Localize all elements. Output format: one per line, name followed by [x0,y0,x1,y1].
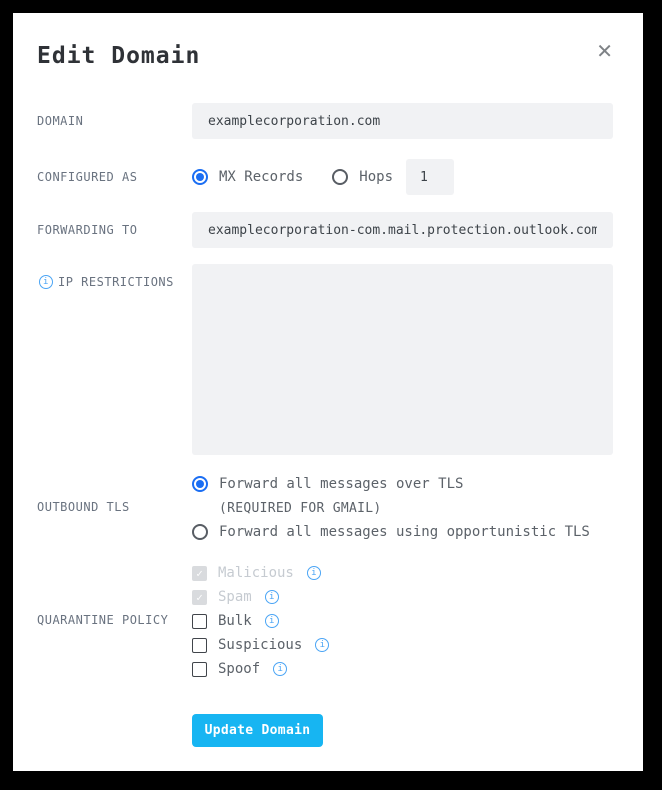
actions-row [37,698,613,747]
actions-wrap [192,698,613,747]
radio-option-mx-records[interactable] [192,169,303,185]
checkbox-option-spoof[interactable] [192,657,613,681]
info-icon[interactable]: i [265,614,279,628]
radio-option-tls-required[interactable] [192,472,613,496]
ip-restrictions-textarea[interactable] [192,264,613,455]
modal-title: Edit Domain [37,43,201,69]
checkbox-label: Bulk [218,613,252,629]
tls-required-note: (REQUIRED FOR GMAIL) [219,500,382,516]
ip-restrictions-field-wrap [192,264,613,455]
domain-input[interactable] [192,103,613,139]
forwarding-to-label: FORWARDING TO [37,223,138,237]
radio-selected-icon[interactable] [192,169,208,185]
edit-domain-modal [13,13,643,771]
checkbox-option-malicious [192,561,613,585]
modal-header [37,39,613,69]
ip-restrictions-row [37,264,613,455]
info-icon[interactable]: i [307,566,321,580]
radio-unselected-icon[interactable] [192,524,208,540]
radio-label: MX Records [219,169,304,185]
radio-label: Forward all messages over TLS [219,476,464,492]
info-icon[interactable]: i [315,638,329,652]
close-icon[interactable]: ✕ [596,39,613,63]
ip-restrictions-label: IP RESTRICTIONS [58,275,174,289]
configured-as-row [37,159,613,195]
checkbox-option-bulk[interactable] [192,609,613,633]
checkbox-option-spam [192,585,613,609]
checkbox-unchecked-icon[interactable] [192,662,207,677]
outbound-tls-row [37,472,613,544]
radio-option-hops[interactable] [332,169,393,185]
forwarding-to-row [37,212,613,248]
configured-as-options [192,159,613,195]
checkbox-label: Spam [218,589,252,605]
info-icon[interactable]: i [265,590,279,604]
radio-label: Hops [359,169,394,185]
quarantine-policy-options [192,561,613,681]
forwarding-field-wrap [192,212,613,248]
checkbox-label: Malicious [218,565,294,581]
quarantine-policy-row [37,561,613,681]
domain-row [37,103,613,139]
ip-restrictions-label-wrap [37,264,192,289]
quarantine-policy-label: QUARANTINE POLICY [37,613,169,627]
forwarding-to-input[interactable] [192,212,613,248]
info-icon[interactable]: i [273,662,287,676]
checkbox-unchecked-icon[interactable] [192,638,207,653]
radio-option-tls-opportunistic[interactable] [192,520,613,544]
hops-input[interactable] [406,159,454,195]
radio-label: Forward all messages using opportunistic TLS [219,524,590,540]
update-domain-button[interactable]: Update Domain [192,714,323,747]
info-icon[interactable]: i [39,275,53,289]
checkbox-option-suspicious[interactable] [192,633,613,657]
domain-field-wrap [192,103,613,139]
configured-as-label: CONFIGURED AS [37,170,138,184]
domain-label: DOMAIN [37,114,84,128]
checkbox-label: Suspicious [218,637,303,653]
outbound-tls-options [192,472,613,544]
outbound-tls-label: OUTBOUND TLS [37,500,130,514]
checkbox-unchecked-icon[interactable] [192,614,207,629]
radio-unselected-icon[interactable] [332,169,348,185]
checkbox-label: Spoof [218,661,261,677]
checkbox-checked-disabled-icon: ✓ [192,566,207,581]
radio-selected-icon[interactable] [192,476,208,492]
checkbox-checked-disabled-icon: ✓ [192,590,207,605]
